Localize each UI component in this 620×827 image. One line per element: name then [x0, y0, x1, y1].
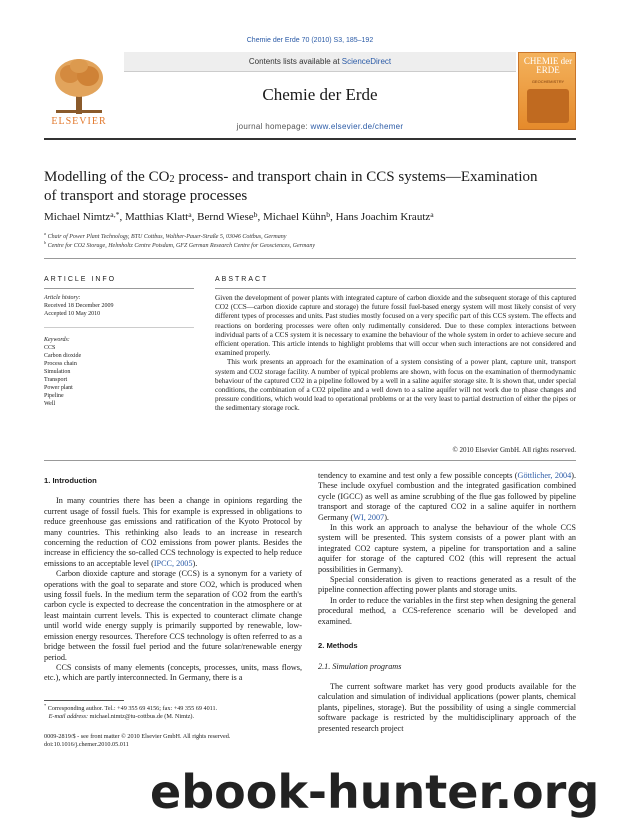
citation-link[interactable]: Göttlicher, 2004: [517, 471, 572, 480]
author[interactable]: Bernd Wiese: [197, 211, 254, 223]
article-title: [44, 168, 576, 206]
elsevier-wordmark: ELSEVIER: [51, 116, 107, 127]
doi-line[interactable]: doi:10.1016/j.chemer.2010.05.011: [44, 741, 129, 748]
homepage-prefix: journal homepage:: [236, 122, 311, 131]
issn-line: 0009-2819/$ - see front matter © 2010 Elsevier GmbH. All rights reserved.: [44, 733, 231, 740]
keyword: Process chain: [44, 361, 77, 367]
article-info-rule: [44, 288, 194, 289]
sciencedirect-link[interactable]: ScienceDirect: [341, 57, 392, 66]
journal-homepage: [124, 122, 516, 131]
author[interactable]: Michael Kühn: [262, 211, 327, 223]
intro-paragraph: [44, 496, 302, 569]
masthead-center: [124, 52, 516, 134]
section-heading-methods: 2. Methods: [318, 641, 358, 651]
journal-title: Chemie der Erde: [262, 85, 378, 104]
affiliation-text: Chair of Power Plant Technology, BTU Cottbus, Walther-Pauer-Straße 5, 03046 Cottbus, Germany: [47, 234, 287, 240]
accepted-date: Accepted 10 May 2010: [44, 311, 101, 317]
footnote-text: Corresponding author. Tel.: +49 355 69 4156; fax: +49 355 69 4011.: [47, 705, 218, 712]
email-link[interactable]: michael.nimtz@tu-cottbus.de (M. Nimtz).: [89, 713, 195, 720]
contents-prefix: Contents lists available at: [248, 57, 342, 66]
watermark: ebook-hunter.org: [150, 765, 600, 819]
author[interactable]: Hans Joachim Krautz: [335, 211, 431, 223]
keyword: Power plant: [44, 385, 73, 391]
citation-link[interactable]: WI, 2007: [353, 512, 385, 522]
intro-text: In many countries there has been a change in opinions regarding the current usage of fossil fuels. This for example is expressed in obligations to reduce greenhouse gas emissions and ratification of the Kyoto Protocol by many countries. This rethinking also leads to an increase in research concerning the reduction of CO2 emissions from power plants. Besides the increase in efficiency the so-called CCS technology is expected to help reduce emissions to an acceptable level (: [44, 496, 302, 568]
affiliation: [44, 240, 576, 249]
keyword: Simulation: [44, 369, 71, 375]
affiliation-sup: b: [44, 240, 47, 245]
keyword: Transport: [44, 377, 68, 383]
body-paragraph: In this work an approach to analyse the behaviour of the whole CCS system will be presented. This system consists of a power plant with an integrated CO2 capture system, a pipeline for transportation and a saline aquifer for storage of the captured CO2 (this will represent the actual possibilities in Germany).: [318, 523, 576, 574]
section-heading-introduction: 1. Introduction: [44, 476, 97, 485]
citation-link[interactable]: IPCC, 2005: [153, 558, 193, 568]
abstract-paragraph: This work presents an approach for the examination of a system consisting of a power plant, capture unit, transport system and CO2 storage facility. A number of typical problems are shown, with focus on the examination of thermodynamic behaviour of the captured CO2 in a pipeline followed by a well in a saline aquifer storage site. It is shown that, under special conditions, the combination of a CO2 pipeline and a well down to a saline aquifer will not work due to phase changes and pressure conditions, which would lead to operational problems or at the very least to partial destruction of either the pipes or the sedimentary storage rock.: [215, 358, 576, 413]
author-sup: b: [326, 210, 331, 219]
email-label: E-mail address:: [48, 713, 89, 720]
issn-block: [44, 733, 344, 749]
body-text: tendency to examine and test only a few possible concepts (: [318, 471, 518, 480]
author-sup: a: [430, 210, 434, 219]
masthead-divider: [44, 138, 576, 140]
author-sup: b: [253, 210, 258, 219]
affiliation-text: Centre for CO2 Storage, Helmholtz Centre Potsdam, GFZ German Research Centre for Geosciences, Germany: [47, 243, 315, 249]
article-history: [44, 294, 184, 318]
subsection-heading-simulation: 2.1. Simulation programs: [318, 661, 402, 671]
affiliation-divider: [44, 258, 576, 259]
keywords-label: Keywords:: [44, 337, 70, 343]
journal-reference: Chemie der Erde 70 (2010) S3, 185–192: [246, 37, 374, 44]
body-text: ).: [384, 512, 389, 522]
right-column: [318, 471, 576, 734]
article-info-heading: ARTICLE INFO: [44, 276, 117, 283]
elsevier-tree-icon: [50, 56, 108, 116]
body-paragraph: [318, 471, 576, 523]
footnote: [44, 705, 302, 721]
abstract-end-rule: [44, 460, 576, 461]
footnote-marker: *: [44, 703, 47, 708]
history-label: Article history:: [44, 295, 81, 301]
intro-paragraph: CCS consists of many elements (concepts, processes, units, mass flows, etc.), which are partly interconnected. In Germany, there is a: [44, 662, 302, 683]
keyword: Carbon dioxide: [44, 353, 82, 359]
keyword: CCS: [44, 345, 56, 351]
body-paragraph: Special consideration is given to reactions generated as a result of the pipeline connection affecting power plants and storage units.: [318, 575, 576, 595]
elsevier-logo: [44, 54, 114, 134]
author-sup: a: [188, 210, 192, 219]
received-date: Received 18 December 2009: [44, 303, 114, 309]
keywords-block: [44, 336, 184, 408]
cover-title: CHEMIE der ERDE: [523, 56, 573, 75]
intro-text: ).: [192, 558, 198, 568]
body-paragraph: In order to reduce the variables in the first step when designing the general procedural method, a CCS-reference scenario will be developed and examined.: [318, 595, 576, 626]
body-paragraph: The current software market has very good products available for the calculation and simulation of individual applications (power plants, chemical plants, pipelines, storage). But the possibility of using a single commercial software package is restricted by the multidisciplinary approach of the presented research project: [318, 681, 576, 733]
title-line-2: of transport and storage processes: [44, 188, 248, 204]
title-part: process- and transport chain in CCS systems—Examination: [174, 169, 538, 185]
intro-paragraph: Carbon dioxide capture and storage (CCS) is a synonym for a variety of operations with the goal to separate and store CO2, which is produced when using fossil fuels. In the medium term the separation of CO2 from the earth's carbon cycle is expected to decrease the concentration in the atmosphere or at least maintain current levels. This is expected to counteract climate change until world wide energy supply is primarily supported by renewable, low-emission energy resources. Therefore CCS technology is often referred to as a bridge between the fossil fuel period and the future solar/renewable energy period.: [44, 569, 302, 662]
title-subscript: 2: [169, 174, 175, 185]
keyword: Pipeline: [44, 393, 64, 399]
body-text: ). These include oxyfuel combustion and the integrated gasification combined cycle (IGCC) as well as amine scrubbing of the flue gas followed by pipeline transport and storage of the captured CO2 in a saline aquifer in northern Germany (: [318, 471, 577, 522]
abstract-rule: [215, 288, 576, 289]
homepage-link[interactable]: www.elsevier.de/chemer: [310, 122, 404, 131]
left-column: [44, 476, 302, 684]
journal-cover: [518, 52, 576, 130]
author[interactable]: Matthias Klatt: [124, 211, 189, 223]
abstract-copyright: © 2010 Elsevier GmbH. All rights reserved.: [452, 446, 576, 454]
contents-bar: [124, 52, 516, 72]
affiliation-sup: a: [44, 231, 47, 236]
cover-subtitle: GEOCHEMISTRY: [531, 79, 565, 84]
author-sup: a,*: [110, 210, 120, 219]
cover-image: [527, 89, 569, 123]
author[interactable]: Michael Nimtz: [44, 211, 111, 223]
keyword: Well: [44, 401, 56, 407]
abstract-paragraph: Given the development of power plants with integrated capture of carbon dioxide and the subsequent storage of this captured CO2 (CCS—carbon dioxide capture and storage) the future fossil fuel-based energy system will most likely consist of very different types of processes and units. Past studies mostly focused on a very specific part of this CCS system. The effects and reactions on bordering processes were often only rudimentally considered. Due to these complex interactions between individual parts of a CCS system it is necessary to examine the behaviour of the whole system in order to achieve secure and efficient operation. This article intends to highlight problems that will occur when such interactions are not considered and examined properly.: [215, 294, 576, 358]
affiliation: [44, 231, 576, 240]
author-list: Michael Nimtz$^{a,*}$, Matthias Klatt$^a$, Bernd Wiese$^b$, Michael Kühn$^b$, Hans Joachim Krautz$^a$: [44, 210, 434, 223]
journal-masthead: [44, 52, 576, 134]
abstract-body: [215, 294, 576, 414]
footnote-rule: [44, 700, 124, 701]
history-divider: [44, 327, 194, 328]
title-part: Modelling of the CO: [44, 169, 170, 185]
abstract-heading: ABSTRACT: [215, 276, 269, 283]
